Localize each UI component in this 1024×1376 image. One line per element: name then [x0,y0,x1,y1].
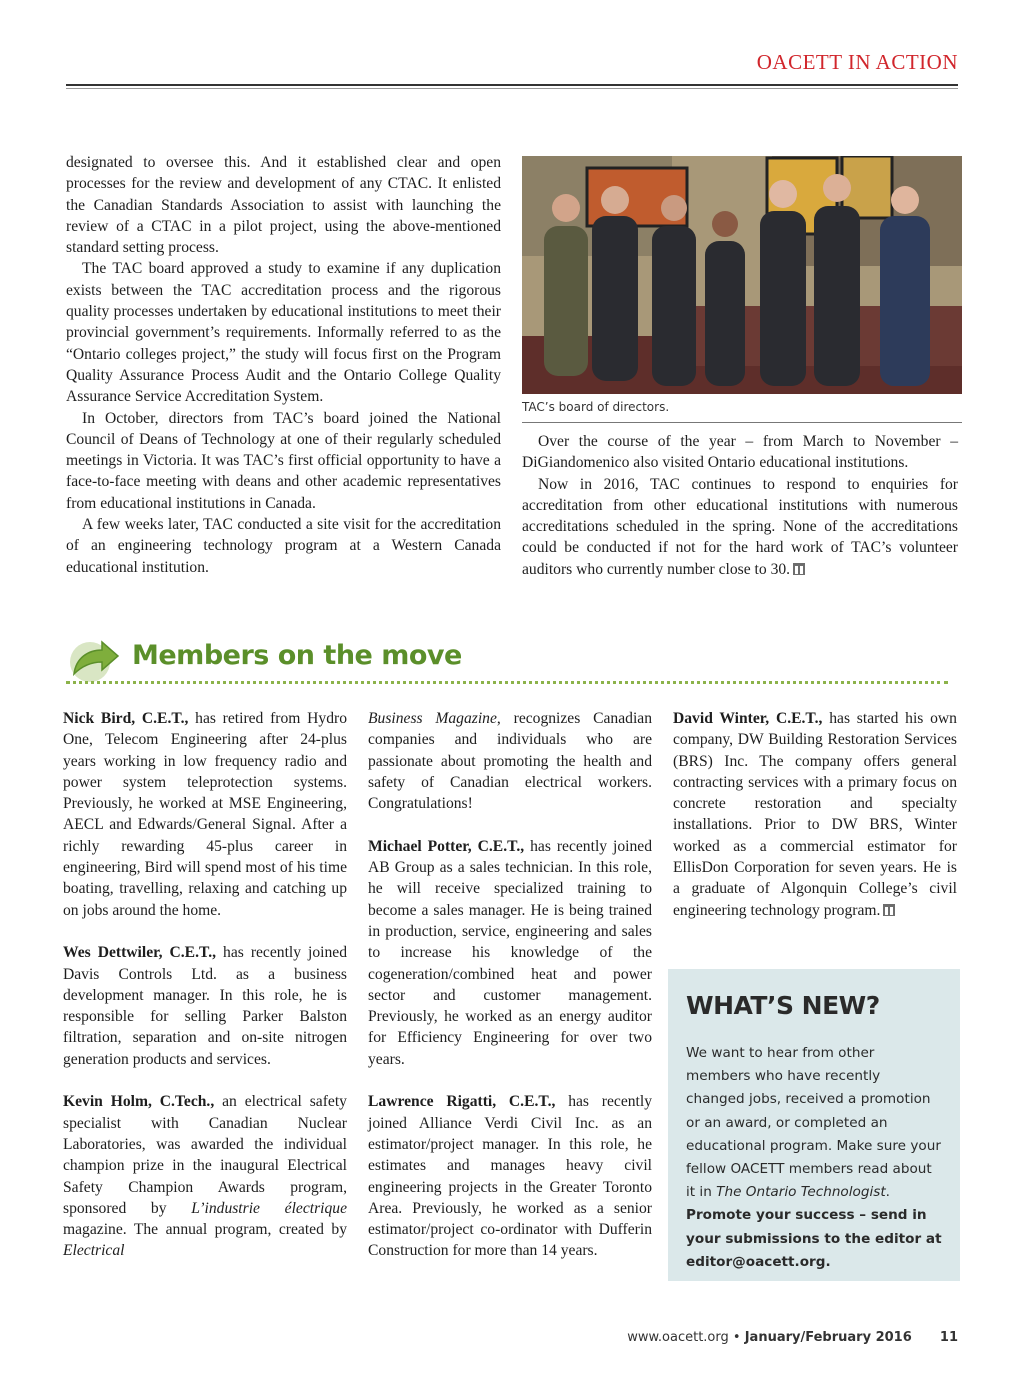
publication-name: Business Magazine [368,710,497,727]
members-heading [66,636,948,692]
photo-block [522,156,962,423]
publication-name: L’industrie électrique [191,1199,348,1217]
article-paragraph: In October, directors from TAC’s board joined the National Council of Deans of Technology at one of their regularly scheduled meetings in Victoria. It was TAC’s first official opportunity to have a face-to-face meeting with deans and other academic representatives from educational institutions in Canada. [66,409,501,512]
member-text: has recently joined AB Group as a sales technician. In this role, he will receive specialized training to become a sales manager. He is being trained in production, service, engineering and sales to increase his knowledge of the cogeneration/combined heat and power sector and customer management. Previously, he worked as an energy auditor for Efficiency Engineering for over two years. [368,837,653,1068]
member-text: , recognizes Canadian companies and individuals who are passionate about promoting the health and safety of Canadian electrical workers. Congratulations! [368,710,652,813]
member-name: David Winter, C.E.T., [673,710,823,727]
footer-issue: January/February 2016 [744,1330,912,1345]
whats-new-title: WHAT’S NEW? [686,991,880,1020]
member-entry [368,836,652,1070]
members-column-3 [673,708,957,942]
member-entry [368,708,652,814]
members-column-1 [63,708,347,1283]
member-text: magazine. The annual program, created by [63,1221,347,1239]
member-entry [63,708,347,921]
end-mark-icon [793,563,805,575]
member-name: Lawrence Rigatti, C.E.T., [368,1093,556,1111]
article-left-column [66,152,501,578]
member-name: Nick Bird, C.E.T., [63,710,189,727]
section-label: OACETT IN ACTION [756,50,958,74]
curved-arrow-icon [66,636,120,682]
publication-name: The Ontario Technologist [716,1184,886,1201]
members-column-2 [368,708,652,1283]
member-text: has started his own company, DW Building Restoration Services (BRS) Inc. The company offers general contracting services with a primary focus on concrete restoration and specialty installations. Prior to DW BRS, Winter worked as a commercial estimator for EllisDon Corporation for seven years. He is a graduate of Algonquin College’s civil engineering technology program. [673,710,957,919]
publication-name: Electrical [63,1242,125,1260]
board-photo-illustration [522,156,962,394]
member-text: has recently joined Davis Controls Ltd. as a business development manager. In this role, he is responsible for selling Parker Balston filtration, separation and on-site nitrogen generation products and services. [63,944,348,1068]
article-paragraph: A few weeks later, TAC conducted a site visit for the accreditation of an engineering technology program at a Western Canada educational institution. [66,516,501,576]
member-name: Kevin Holm, C.Tech., [63,1093,215,1111]
article-paragraph-text: Now in 2016, TAC continues to respond to enquiries for accreditation from other educational institutions with numerous accreditations scheduled in the spring. None of the accreditations could be conducted if not for the hard work of TAC’s volunteer auditors who currently number close to 30. [522,475,958,578]
article-paragraph: Over the course of the year – from March to November – DiGiandomenico also visited Ontario educational institutions. [522,433,958,472]
page-number: 11 [939,1330,958,1345]
header-rule [66,84,958,86]
article-paragraph: The TAC board approved a study to examine if any duplication exists between the TAC accreditation process and the rigorous quality processes undertaken by educational institutions to meet their provincial government’s requirements. Informally referred to as the “Ontario colleges project,” the study will focus first on the Program Quality Assurance Process Audit and the Ontario College Quality Assurance Service Accreditation System. [66,260,501,406]
whats-new-text: . [885,1184,890,1201]
article-paragraph: designated to oversee this. And it established clear and open processes for the review and development of any CTAC. It enlisted the Canadian Standards Association to assist with launching the review of a CTAC in a pilot project, using the above-mentioned standard setting process. [66,154,501,257]
article-right-column [522,431,958,580]
member-name: Michael Potter, C.E.T., [368,837,525,855]
board-photo [522,156,962,394]
member-entry [368,1091,652,1261]
member-text: has recently joined Alliance Verdi Civil Inc. as an estimator/project manager. In this role, he estimates and manages heavy civil engineering projects in the Greater Toronto Area. Previously, he worked as a senior estimator/project co-ordinator with Dufferin Construction for more than 14 years. [368,1093,653,1260]
header-rule-thin [66,88,958,89]
photo-caption: TAC’s board of directors. [522,400,962,423]
end-mark-icon [883,904,895,916]
whats-new-box [668,969,960,1281]
page-footer [627,1330,958,1345]
whats-new-text: We want to hear from other members who have recently changed jobs, received a promotion or an award, or completed an educational program. Make sure your fellow OACETT members read about it in [686,1045,941,1201]
member-entry [673,708,957,921]
footer-url: www.oacett.org [627,1330,729,1345]
article-paragraph [522,474,958,580]
member-text: has retired from Hydro One, Telecom Engineering after 24-plus years working in low frequency radio and power system teleprotection systems. Previously, he worked at MSE Engineering, AECL and Edwards/General Signal. After a richly rewarding 45-plus career in engineering, Bird will spend most of his time boating, travelling, relaxing and catching up on jobs around the home. [63,710,347,919]
whats-new-callout: Promote your success – send in your submissions to the editor at editor@oacett.org. [686,1207,942,1270]
footer-separator: • [732,1330,741,1345]
dotted-divider [66,681,948,684]
member-text: an electrical safety specialist with Canadian Nuclear Laboratories, was awarded the individual champion prize in the inaugural Electrical Safety Champion Awards program, sponsored by [63,1093,347,1217]
members-title: Members on the move [132,640,462,671]
whats-new-body [686,1042,942,1274]
member-entry [63,942,347,1070]
member-entry [63,1091,347,1261]
member-name: Wes Dettwiler, C.E.T., [63,944,217,962]
